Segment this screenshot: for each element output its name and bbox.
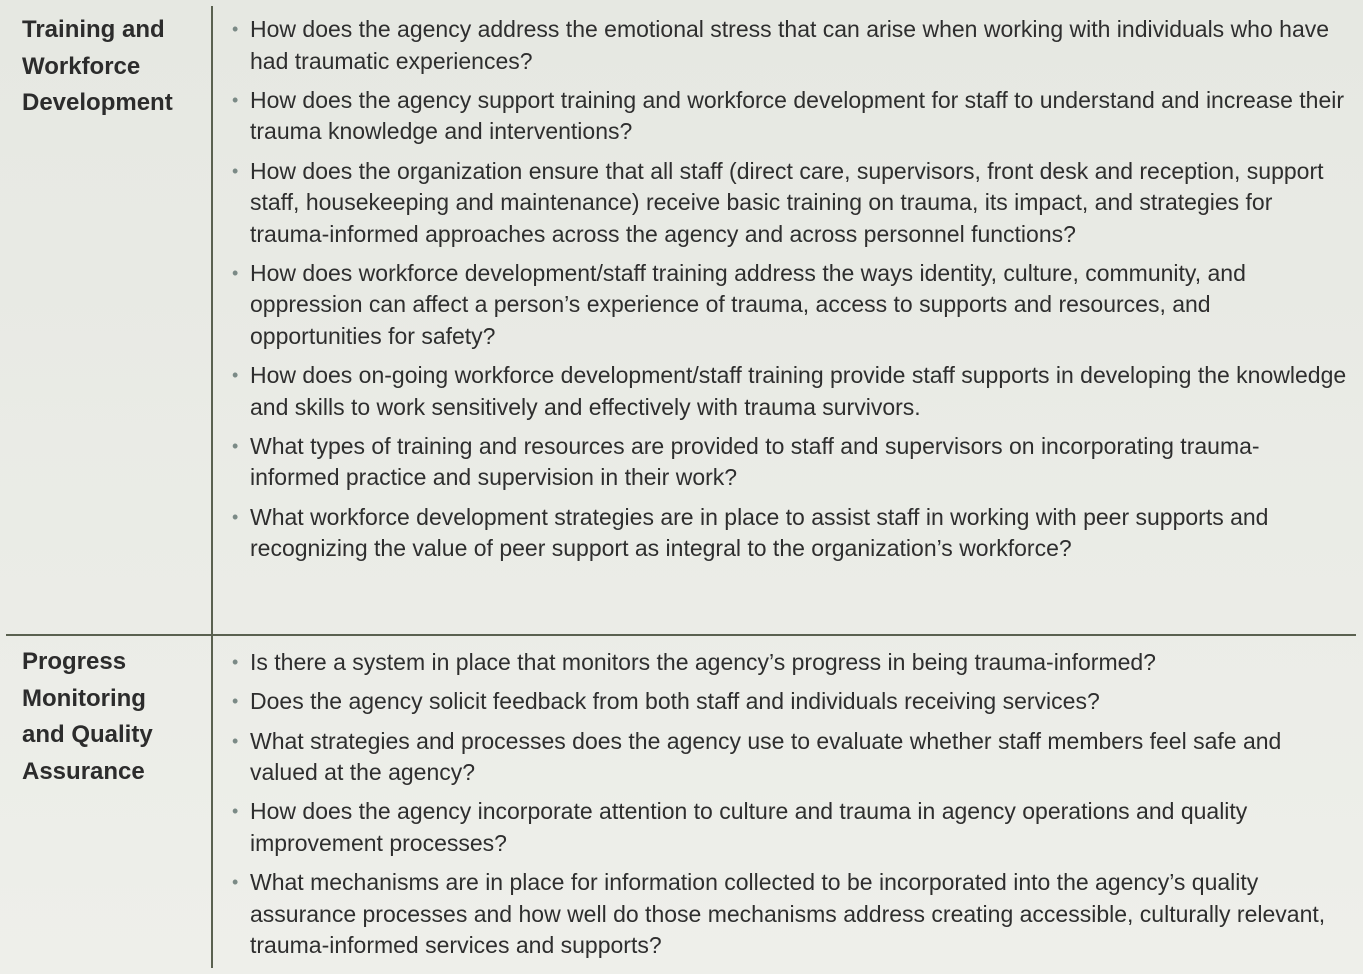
question-item: [230, 431, 1348, 494]
question-text: How does the agency address the emotional stress that can arise when working with individuals who have had traumatic experiences?: [250, 16, 1330, 74]
question-text: How does the agency support training and workforce development for staff to understand and increase their trauma knowledge and interventions?: [250, 86, 1345, 145]
bullet-icon: •: [232, 730, 239, 751]
bullet-icon: •: [232, 89, 239, 110]
question-item: [230, 647, 1348, 679]
question-item: [230, 796, 1348, 859]
question-item: [230, 686, 1348, 718]
section-progress-monitoring-quality-assurance: [0, 636, 1363, 970]
bullet-icon: •: [232, 801, 239, 822]
question-item: [230, 156, 1348, 251]
question-text: How does the agency incorporate attention to culture and trauma in agency operations and quality improvement processes?: [250, 798, 1248, 856]
question-text: How does workforce development/staff training address the ways identity, culture, community, and oppression can affect a person’s experience of trauma, access to supports and resources, and opportunities for safety?: [250, 259, 1246, 349]
bullet-icon: •: [232, 506, 239, 527]
question-list: [230, 647, 1348, 969]
question-text: How does on-going workforce development/staff training provide staff supports in developing the knowledge and skills to work sensitively and effectively with trauma survivors.: [250, 362, 1347, 420]
bullet-icon: •: [232, 435, 239, 456]
question-item: [230, 14, 1348, 77]
question-item: [230, 502, 1348, 565]
category-label: Training and Workforce Development: [22, 16, 173, 116]
bullet-icon: •: [232, 19, 239, 39]
bullet-icon: •: [232, 691, 239, 712]
bullet-icon: •: [232, 160, 239, 181]
question-text: What mechanisms are in place for information collected to be incorporated into the agency’s quality assurance processes and how well do those mechanisms address creating accessible, culturally relevant, trauma-informed services and supports?: [250, 869, 1326, 959]
question-text: Does the agency solicit feedback from both staff and individuals receiving services?: [250, 688, 1100, 715]
question-list: [230, 14, 1348, 573]
question-text: What types of training and resources are provided to staff and supervisors on incorporating trauma-informed practice and supervision in their work?: [250, 432, 1260, 491]
question-item: [230, 360, 1348, 423]
bullet-icon: •: [232, 652, 239, 672]
bullet-icon: •: [232, 872, 239, 893]
category-label: Progress Monitoring and Quality Assurance: [22, 648, 153, 785]
question-text: What strategies and processes does the agency use to evaluate whether staff members feel safe and valued at the agency?: [250, 727, 1282, 786]
question-item: [230, 85, 1348, 148]
question-item: [230, 258, 1348, 353]
question-item: [230, 867, 1348, 962]
bullet-icon: •: [232, 262, 239, 283]
question-text: What workforce development strategies are in place to assist staff in working with peer supports and recognizing the value of peer support as integral to the organization’s workforce?: [250, 503, 1269, 562]
question-item: [230, 726, 1348, 789]
question-text: How does the organization ensure that all staff (direct care, supervisors, front desk and reception, support staff, housekeeping and maintenance) receive basic training on trauma, its impact, and strategies for trauma-informed approaches across the agency and across personnel functions?: [250, 157, 1324, 247]
question-text: Is there a system in place that monitors the agency’s progress in being trauma-informed?: [250, 649, 1156, 675]
bullet-icon: •: [232, 365, 239, 386]
